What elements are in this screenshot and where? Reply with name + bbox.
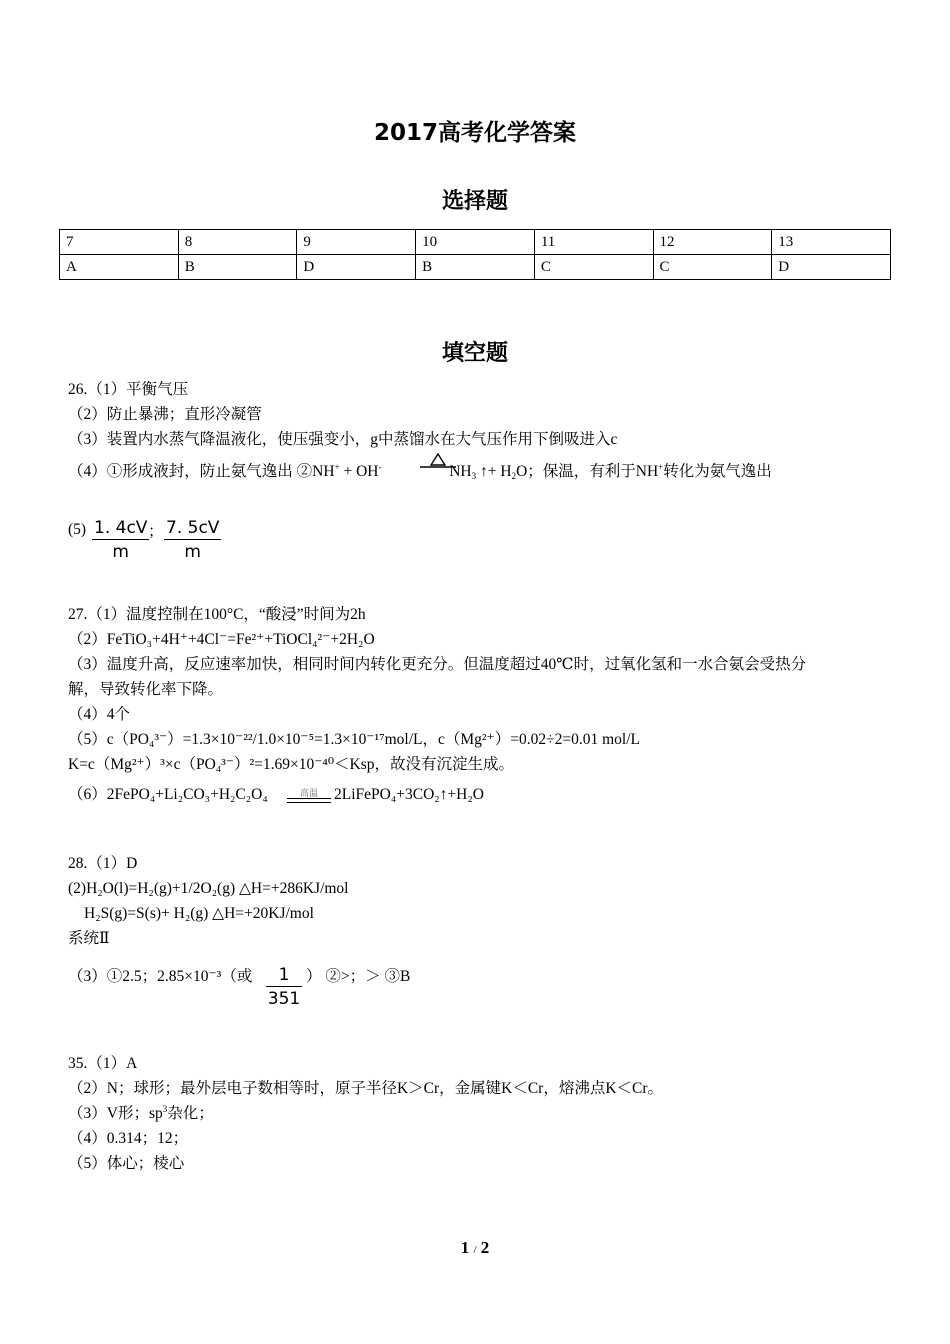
heat-condition-icon <box>418 452 458 475</box>
table-cell: C <box>653 255 772 280</box>
total-pages: 2 <box>480 1238 490 1257</box>
table-cell: 13 <box>772 230 891 255</box>
q35-line-3: （3）V形；$sp^3$杂化； <box>68 1104 214 1122</box>
table-cell: 10 <box>416 230 535 255</box>
q35-line-2: （2）N；球形；最外层电子数相等时，原子半径K＞Cr，金属键K＜Cr，熔沸点K＜Cr。 <box>68 1080 664 1097</box>
fraction-numerator: 1. 4cV <box>94 518 148 538</box>
q27-line-4: 解，导致转化率下降。 <box>68 681 224 698</box>
fraction-denominator: m <box>184 542 201 562</box>
choice-answer-table <box>59 229 891 280</box>
section-heading-choice: 选择题 <box>441 189 508 214</box>
current-page: 1 <box>460 1238 470 1257</box>
table-cell: 12 <box>653 230 772 255</box>
q26-line-2: （2）防止暴沸；直形冷凝管 <box>68 406 262 423</box>
table-cell: 9 <box>297 230 416 255</box>
fraction-2 <box>164 517 221 564</box>
q28-line-5b: ） ②>；＞ ③B <box>306 968 411 985</box>
table-cell: B <box>178 255 297 280</box>
q27-line-3: （3）温度升高，反应速率加快，相同时间内转化更充分。但温度超过40℃时，过氧化氢和一水合氨会受热分 <box>68 656 807 673</box>
text: （3）V形；sp <box>68 1105 163 1122</box>
q26-line-4: （4）①形成液封，防止氨气逸出 ②NH+ + OH- $NH_3$ ↑+ $H_2O$；保温，有利于NH+转化为氨气逸出 <box>68 462 772 481</box>
page-number <box>0 1238 950 1258</box>
q26-line-5-prefix: (5) <box>68 521 87 538</box>
table-cell: 11 <box>534 230 653 255</box>
table-cell: D <box>297 255 416 280</box>
table-row-numbers <box>60 230 891 255</box>
q28-line-3: H₂S(g)=S(s)+ H₂(g) △H=+20KJ/mol <box>84 905 314 922</box>
separator: ； <box>148 523 164 540</box>
text: 杂化； <box>167 1105 214 1122</box>
table-cell: B <box>416 255 535 280</box>
q26-line-3: （3）装置内水蒸气降温液化，使压强变小，g中蒸馏水在大气压作用下倒吸进入c <box>68 431 618 448</box>
table-cell: A <box>60 255 179 280</box>
q27-line-1: 27.（1）温度控制在100°C，“酸浸”时间为2h <box>68 606 366 623</box>
document-title: 2017高考化学答案 <box>373 120 576 146</box>
q27-line-5: （4）4个 <box>68 706 131 723</box>
table-cell: 8 <box>178 230 297 255</box>
q27-line-8b: 2LiFePO₄+3CO₂↑+H₂O <box>334 786 484 803</box>
fraction-numerator: 1 <box>266 964 302 987</box>
page-separator: / <box>473 1244 477 1256</box>
q27-line-8a: （6）2FePO₄+Li₂CO₃+H₂C₂O₄ <box>68 786 268 803</box>
fraction-denominator: 351 <box>267 989 301 1009</box>
q27-line-2: （2）FeTiO₃+4H⁺+4Cl⁻=Fe²⁺+TiOCl₄²⁻+2H₂O <box>68 631 375 648</box>
fraction-numerator: 7. 5cV <box>166 518 220 538</box>
section-heading-fill: 填空题 <box>441 341 508 366</box>
condition-label: 高温 <box>299 788 318 798</box>
q28-line-5a: （3）①2.5；2.85×10⁻³（或 <box>68 968 253 985</box>
table-cell: C <box>534 255 653 280</box>
fraction-denominator: m <box>112 542 129 562</box>
text: 转化为氨气逸出 <box>663 463 772 480</box>
text: NH <box>449 463 472 480</box>
q35-line-4: （4）0.314；12； <box>68 1130 189 1147</box>
equals-double-line <box>287 798 331 803</box>
q26-line-1: 26.（1）平衡气压 <box>68 381 189 398</box>
q28-line-1: 28.（1）D <box>68 855 138 872</box>
text: O；保温，有利于NH <box>516 463 659 480</box>
q27-line-6: （5）c（PO₄³⁻）=1.3×10⁻²²/1.0×10⁻⁵=1.3×10⁻¹⁷mol/L，c（Mg²⁺）=0.02÷2=0.01 mol/L <box>68 731 640 748</box>
high-temperature-condition <box>287 788 331 803</box>
fraction-3 <box>266 964 302 1011</box>
table-row-answers <box>60 255 891 280</box>
q28-line-4: 系统Ⅱ <box>68 930 110 947</box>
q27-line-7: K=c（Mg²⁺）³×c（PO₄³⁻）²=1.69×10⁻⁴⁰＜Ksp，故没有沉淀生成。 <box>68 756 515 773</box>
table-cell: D <box>772 255 891 280</box>
q35-line-1: 35.（1）A <box>68 1055 138 1072</box>
text: + OH <box>343 463 379 480</box>
table-cell: 7 <box>60 230 179 255</box>
text: ↑+ H <box>480 463 512 480</box>
text: （4）①形成液封，防止氨气逸出 ②NH <box>68 463 335 480</box>
q28-line-2: (2)H₂O(l)=H₂(g)+1/2O₂(g) △H=+286KJ/mol <box>68 880 349 897</box>
fraction-1 <box>92 517 149 564</box>
q35-line-5: （5）体心；棱心 <box>68 1155 185 1172</box>
